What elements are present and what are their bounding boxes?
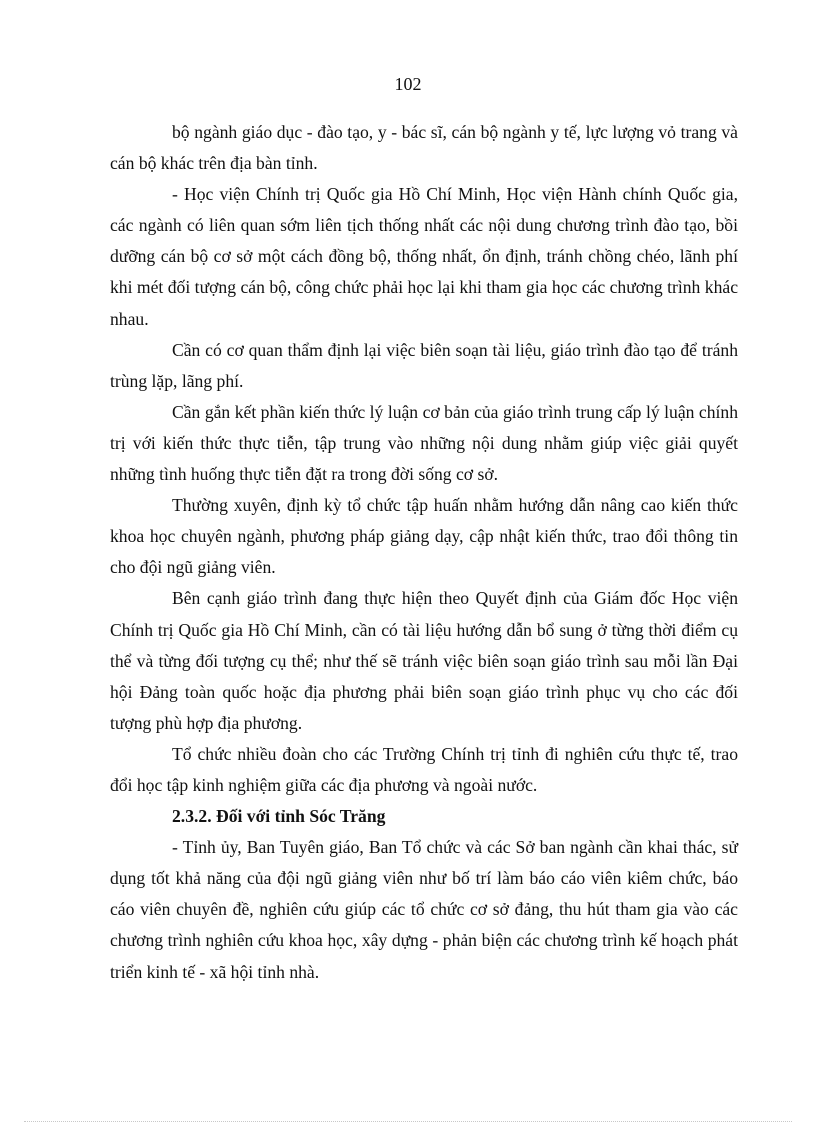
paragraph-academy-coordination: - Học viện Chính trị Quốc gia Hồ Chí Minh, Học viện Hành chính Quốc gia, các ngành có liên quan sớm liên tịch thống nhất các nội dung chương trình đào tạo, bồi dưỡng cán bộ cơ sở một cách đồng bộ, thống nhất, ổn định, tránh chồng chéo, lãnh phí khi mét đối tượng cán bộ, công chức phải học lại khi tham gia học các chương trình khác nhau. bbox=[110, 184, 738, 329]
page-number: 102 bbox=[394, 74, 422, 94]
document-body bbox=[110, 117, 738, 988]
paragraph-theory-practice: Cần gắn kết phần kiến thức lý luận cơ bản của giáo trình trung cấp lý luận chính trị với kiến thức thực tiễn, tập trung vào những nội dung nhằm giúp việc giải quyết những tình huống thực tiễn đặt ra trong đời sống cơ sở. bbox=[110, 401, 738, 485]
paragraph-field-study: Tổ chức nhiều đoàn cho các Trường Chính trị tỉnh đi nghiên cứu thực tế, trao đổi học tập kinh nghiệm giữa các địa phương và ngoài nước. bbox=[110, 743, 738, 795]
paragraph-appraisal-agency: Cần có cơ quan thẩm định lại việc biên soạn tài liệu, giáo trình đào tạo để tránh trùng lặp, lãng phí. bbox=[110, 339, 738, 391]
paragraph-supplementary-materials: Bên cạnh giáo trình đang thực hiện theo Quyết định của Giám đốc Học viện Chính trị Quốc gia Hồ Chí Minh, cần có tài liệu hướng dẫn bổ sung ở từng thời điểm cụ thể và từng đối tượng cụ thể; như thế sẽ tránh việc biên soạn giáo trình sau mỗi lần Đại hội Đảng toàn quốc hoặc địa phương phải biên soạn giáo trình phục vụ cho các đối tượng phù hợp địa phương. bbox=[110, 588, 738, 733]
paragraph-province-leadership: - Tỉnh ủy, Ban Tuyên giáo, Ban Tổ chức và các Sở ban ngành cần khai thác, sử dụng tốt khả năng của đội ngũ giảng viên như bố trí làm báo cáo viên kiêm chức, báo cáo viên chuyên đề, nghiên cứu giúp các tổ chức cơ sở đảng, thu hút tham gia vào các chương trình nghiên cứu khoa học, xây dựng - phản biện các chương trình kế hoạch phát triển kinh tế - xã hội tỉnh nhà. bbox=[110, 837, 738, 982]
paragraph-continued: bộ ngành giáo dục - đào tạo, y - bác sĩ, cán bộ ngành y tế, lực lượng vỏ trang và cán bộ khác trên địa bàn tỉnh. bbox=[110, 122, 738, 174]
section-heading: 2.3.2. Đối với tỉnh Sóc Trăng bbox=[172, 806, 386, 827]
paragraph-regular-training: Thường xuyên, định kỳ tổ chức tập huấn nhằm hướng dẫn nâng cao kiến thức khoa học chuyên ngành, phương pháp giảng dạy, cập nhật kiến thức, trao đổi thông tin cho đội ngũ giảng viên. bbox=[110, 495, 738, 578]
page-bottom-rule bbox=[24, 1121, 792, 1122]
